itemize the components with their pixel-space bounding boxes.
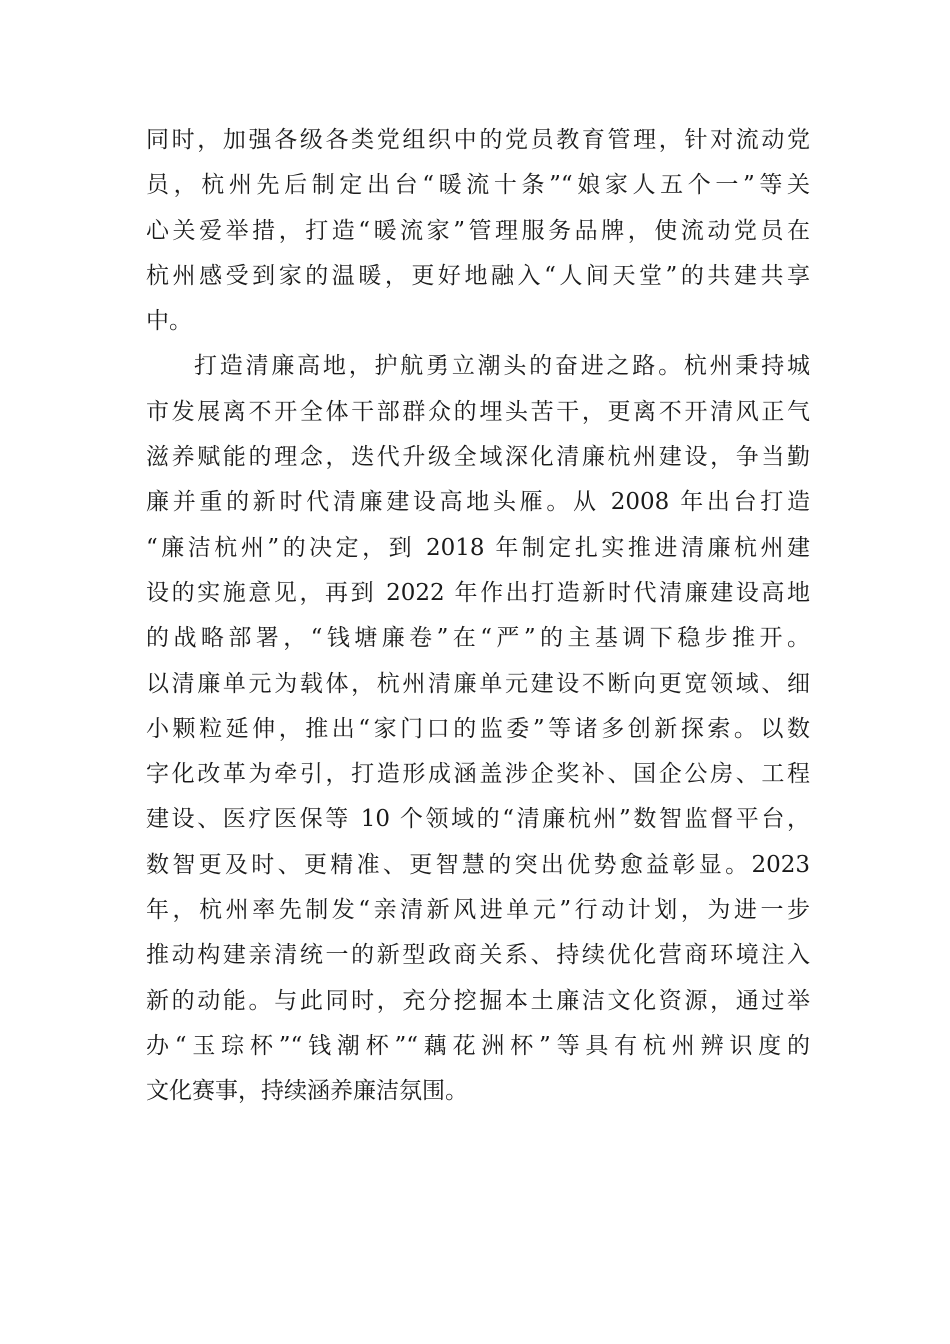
text-line: 设的实施意见，再到 2022 年作出打造新时代清廉建设高地 — [146, 579, 810, 606]
text-line: 打造清廉高地，护航勇立潮头的奋进之路。杭州秉持城 — [194, 353, 810, 380]
text-line: 同时，加强各级各类党组织中的党员教育管理，针对流动党 — [146, 127, 810, 153]
text-line: 数智更及时、更精准、更智慧的突出优势愈益彰显。2023 — [146, 851, 810, 878]
document-body — [146, 118, 810, 1115]
text-line: 廉并重的新时代清廉建设高地头雁。从 2008 年出台打造 — [146, 489, 810, 516]
paragraph-2 — [146, 344, 810, 1114]
text-line: 滋养赋能的理念，迭代升级全域深化清廉杭州建设，争当勤 — [146, 444, 810, 471]
text-line: 员，杭州先后制定出台“暖流十条”“娘家人五个一”等关 — [146, 172, 810, 199]
text-line: 杭州感受到家的温暖，更好地融入“人间天堂”的共建共享 — [146, 262, 810, 289]
text-line: 文化赛事，持续涵养廉洁氛围。 — [146, 1078, 468, 1105]
text-line: 的战略部署，“钱塘廉卷”在“严”的主基调下稳步推开。 — [146, 625, 810, 652]
text-line: 以清廉单元为载体，杭州清廉单元建设不断向更宽领域、细 — [146, 670, 810, 697]
text-line: 小颗粒延伸，推出“家门口的监委”等诸多创新探索。以数 — [146, 715, 810, 742]
text-line: 年，杭州率先制发“亲清新风进单元”行动计划，为进一步 — [146, 897, 810, 924]
text-line: 新的动能。与此同时，充分挖掘本土廉洁文化资源，通过举 — [146, 987, 810, 1014]
text-line: 字化改革为牵引，打造形成涵盖涉企奖补、国企公房、工程 — [146, 761, 810, 788]
text-line: “廉洁杭州”的决定，到 2018 年制定扎实推进清廉杭州建 — [146, 534, 810, 561]
text-line: 心关爱举措，打造“暖流家”管理服务品牌，使流动党员在 — [146, 217, 810, 244]
paragraph-1 — [146, 118, 810, 344]
text-line: 市发展离不开全体干部群众的埋头苦干，更离不开清风正气 — [146, 398, 810, 425]
text-line: 中。 — [146, 308, 192, 335]
text-line: 建设、医疗医保等 10 个领域的“清廉杭州”数智监督平台， — [146, 806, 810, 833]
text-line: 办“玉琮杯”“钱潮杯”“藕花洲杯”等具有杭州辨识度的 — [146, 1032, 810, 1059]
text-line: 推动构建亲清统一的新型政商关系、持续优化营商环境注入 — [146, 942, 810, 969]
